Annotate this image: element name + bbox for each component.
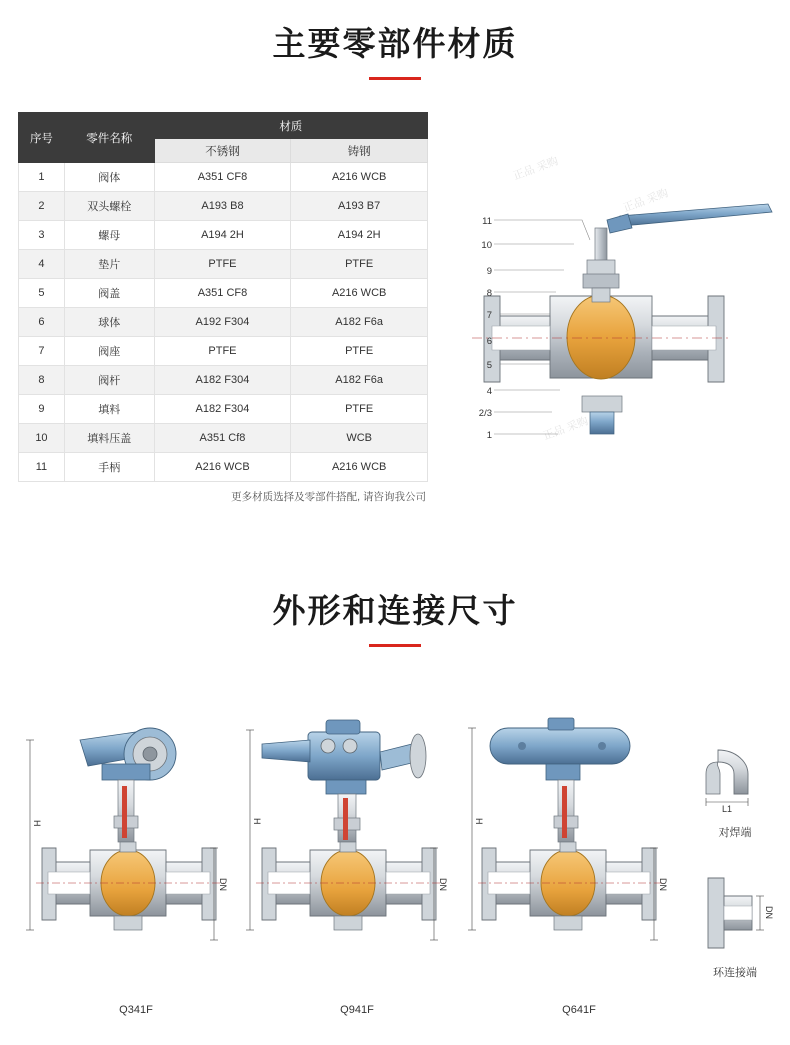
figure-caption-q641f: Q641F: [562, 1004, 596, 1016]
caption-butt-weld-end: 对焊端: [718, 827, 752, 839]
cell-name: 阀杆: [64, 366, 154, 395]
table-row: [19, 366, 428, 395]
figure-caption-q941f: Q941F: [340, 1004, 374, 1016]
callout-9: 9: [486, 266, 492, 277]
table-row: [19, 424, 428, 453]
table-row: [19, 192, 428, 221]
cell-name: 螺母: [64, 221, 154, 250]
callout-5: 5: [486, 360, 492, 371]
cell-name: 填料压盖: [64, 424, 154, 453]
cell-name: 双头螺栓: [64, 192, 154, 221]
watermark: 正品 采购: [621, 187, 671, 215]
th-stainless: 不锈钢: [154, 139, 291, 163]
cell-stainless: PTFE: [154, 337, 291, 366]
cell-name: 球体: [64, 308, 154, 337]
dimension-figures: [0, 700, 790, 1045]
cell-cast: A216 WCB: [291, 279, 428, 308]
table-head: [19, 113, 428, 163]
cell-stainless: A193 B8: [154, 192, 291, 221]
callout-8: 8: [486, 288, 492, 299]
callout-4: 4: [486, 386, 492, 397]
callout-11: 11: [482, 216, 492, 227]
cell-name: 阀盖: [64, 279, 154, 308]
cell-index: 9: [19, 395, 65, 424]
cell-index: 4: [19, 250, 65, 279]
callout-1: 1: [486, 430, 492, 441]
table-row: [19, 395, 428, 424]
table-row: [19, 337, 428, 366]
dim-l1-label: L1: [722, 804, 733, 814]
cell-stainless: A194 2H: [154, 221, 291, 250]
caption-ring-joint-end: 环连接端: [713, 967, 757, 979]
cell-cast: PTFE: [291, 337, 428, 366]
table-row: [19, 279, 428, 308]
th-material: 材质: [154, 113, 427, 139]
q641f-drawing: [462, 700, 682, 1000]
materials-table-wrap: [18, 112, 428, 504]
cell-cast: A194 2H: [291, 221, 428, 250]
q941f-drawing: [240, 700, 460, 1000]
dim-dn-label: DN: [658, 878, 668, 891]
cell-name: 填料: [64, 395, 154, 424]
title-underline-2: [369, 644, 421, 647]
figure-q341f: [18, 700, 238, 1016]
cell-index: 6: [19, 308, 65, 337]
cell-stainless: A216 WCB: [154, 453, 291, 482]
dim-dn-label: DN: [218, 878, 228, 891]
cell-stainless: A182 F304: [154, 395, 291, 424]
cell-cast: A216 WCB: [291, 163, 428, 192]
dim-dn-label: DN: [438, 878, 448, 891]
cell-stainless: A192 F304: [154, 308, 291, 337]
callout-6: 6: [486, 336, 492, 347]
figure-q941f: [240, 700, 460, 1016]
materials-table: [18, 112, 428, 482]
callout-10: 10: [481, 240, 492, 251]
callout-2-3: 2/3: [478, 408, 492, 419]
table-row: [19, 308, 428, 337]
cell-cast: A216 WCB: [291, 453, 428, 482]
cell-index: 11: [19, 453, 65, 482]
cell-cast: A182 F6a: [291, 366, 428, 395]
section-title-dimensions: 外形和连接尺寸: [272, 591, 518, 630]
figure-caption-q341f: Q341F: [119, 1004, 153, 1016]
title-underline: [369, 77, 421, 80]
cell-cast: PTFE: [291, 395, 428, 424]
cell-stainless: A351 Cf8: [154, 424, 291, 453]
valve-assembly-diagram: [432, 120, 780, 470]
cell-index: 3: [19, 221, 65, 250]
table-footnote: 更多材质选择及零部件搭配, 请咨询我公司: [231, 491, 426, 503]
cell-cast: A182 F6a: [291, 308, 428, 337]
table-body: [19, 163, 428, 482]
dimensions-section-header: [0, 585, 790, 647]
th-part-name: 零件名称: [64, 113, 154, 163]
cell-index: 10: [19, 424, 65, 453]
table-row: [19, 221, 428, 250]
cell-index: 7: [19, 337, 65, 366]
cell-name: 阀体: [64, 163, 154, 192]
table-header-row-1: [19, 113, 428, 139]
cell-name: 手柄: [64, 453, 154, 482]
cell-stainless: A351 CF8: [154, 163, 291, 192]
cell-name: 阀座: [64, 337, 154, 366]
butt-weld-end-drawing: [690, 740, 780, 820]
table-row: [19, 250, 428, 279]
cell-index: 5: [19, 279, 65, 308]
th-index: 序号: [19, 113, 65, 163]
dim-dn-label: DN: [764, 906, 774, 919]
materials-section-header: [0, 18, 790, 80]
table-row: [19, 163, 428, 192]
watermark: 正品 采购: [511, 155, 561, 183]
figure-ring-joint-end: [690, 870, 780, 980]
cell-index: 1: [19, 163, 65, 192]
watermark: 正品 采购: [541, 415, 591, 443]
cell-stainless: A351 CF8: [154, 279, 291, 308]
cell-cast: WCB: [291, 424, 428, 453]
dim-h-label: H: [252, 818, 262, 825]
table-row: [19, 453, 428, 482]
cell-stainless: PTFE: [154, 250, 291, 279]
th-cast-steel: 铸钢: [291, 139, 428, 163]
cell-index: 8: [19, 366, 65, 395]
dim-h-label: H: [32, 820, 42, 827]
cell-stainless: A182 F304: [154, 366, 291, 395]
cell-name: 垫片: [64, 250, 154, 279]
dim-h-label: H: [474, 818, 484, 825]
cell-cast: A193 B7: [291, 192, 428, 221]
figure-butt-weld-end: [690, 740, 780, 840]
q341f-drawing: [18, 700, 238, 1000]
callout-7: 7: [486, 310, 492, 321]
figure-q641f: [462, 700, 682, 1016]
cell-index: 2: [19, 192, 65, 221]
cell-cast: PTFE: [291, 250, 428, 279]
page-title: 主要零部件材质: [272, 24, 518, 63]
